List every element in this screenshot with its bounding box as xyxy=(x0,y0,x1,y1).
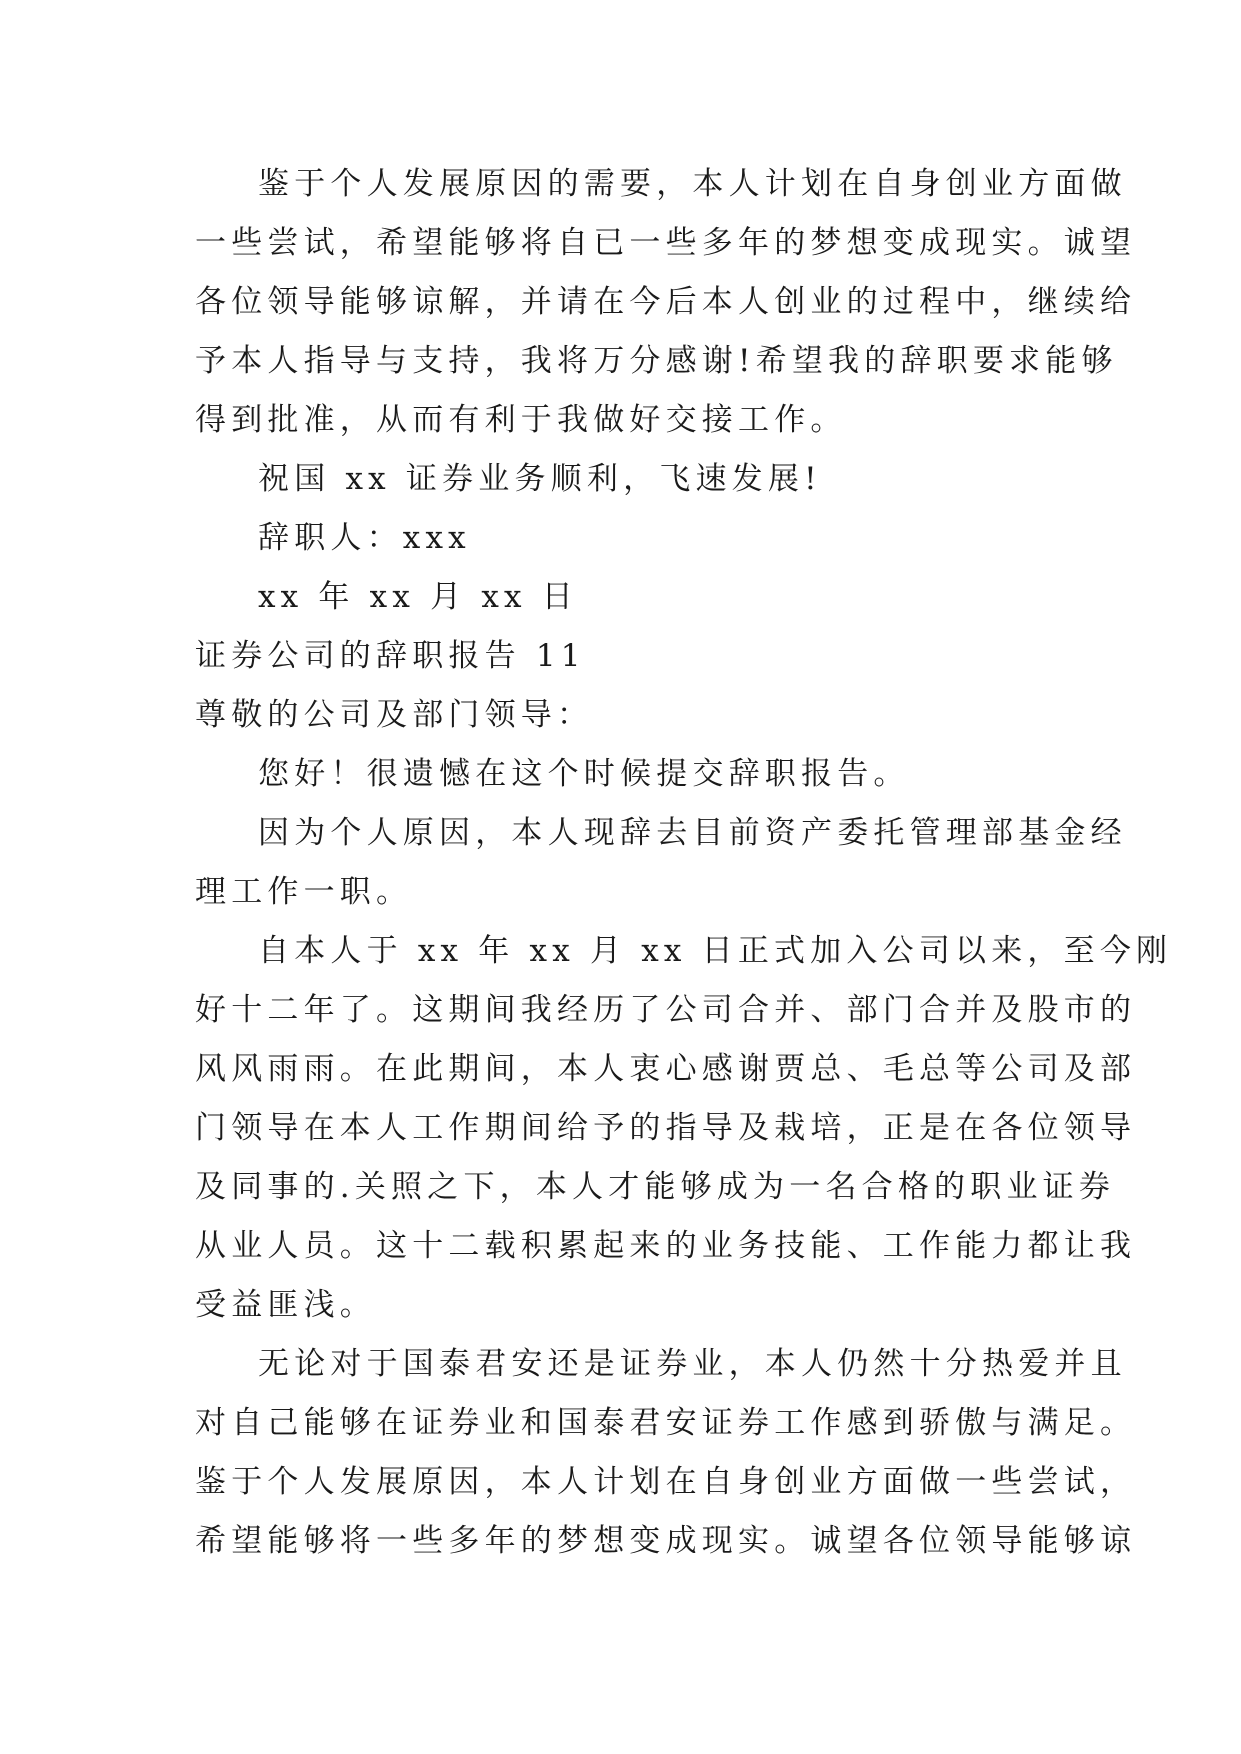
text-line: 希望能够将一些多年的梦想变成现实。诚望各位领导能够谅 xyxy=(195,1523,1137,1559)
text-line: 好十二年了。这期间我经历了公司合并、部门合并及股市的 xyxy=(195,992,1137,1028)
text-line: 理工作一职。 xyxy=(195,874,413,910)
text-line: 鉴于个人发展原因，本人计划在自身创业方面做一些尝试， xyxy=(195,1464,1137,1500)
text-line: 各位领导能够谅解，并请在今后本人创业的过程中，继续给 xyxy=(195,284,1137,320)
text-line: 门领导在本人工作期间给予的指导及栽培，正是在各位领导 xyxy=(195,1110,1137,1146)
text-line: 及同事的.关照之下，本人才能够成为一名合格的职业证券 xyxy=(195,1169,1116,1205)
text-line: 予本人指导与支持，我将万分感谢!希望我的辞职要求能够 xyxy=(195,343,1118,379)
text-line: 风风雨雨。在此期间，本人衷心感谢贾总、毛总等公司及部 xyxy=(195,1051,1137,1087)
text-line: 一些尝试，希望能够将自已一些多年的梦想变成现实。诚望 xyxy=(195,225,1137,261)
text-line: 从业人员。这十二载积累起来的业务技能、工作能力都让我 xyxy=(195,1228,1137,1264)
text-line: 受益匪浅。 xyxy=(195,1287,376,1323)
date-line: xx 年 xx 月 xx 日 xyxy=(258,579,578,615)
section-title: 证券公司的辞职报告 11 xyxy=(195,638,586,674)
text-line: 因为个人原因，本人现辞去目前资产委托管理部基金经 xyxy=(258,815,1127,851)
salutation: 尊敬的公司及部门领导： xyxy=(195,697,594,733)
text-line: 无论对于国泰君安还是证券业，本人仍然十分热爱并且 xyxy=(258,1346,1127,1382)
text-line: 祝国 xx 证券业务顺利，飞速发展! xyxy=(258,461,822,497)
text-line: 自本人于 xx 年 xx 月 xx 日正式加入公司以来，至今刚 xyxy=(258,933,1173,969)
text-line: 得到批准，从而有利于我做好交接工作。 xyxy=(195,402,847,438)
text-line: 您好！很遗憾在这个时候提交辞职报告。 xyxy=(258,756,910,792)
signature-line: 辞职人：xxx xyxy=(258,520,471,556)
text-line: 鉴于个人发展原因的需要，本人计划在自身创业方面做 xyxy=(258,166,1127,202)
text-line: 对自己能够在证券业和国泰君安证券工作感到骄傲与满足。 xyxy=(195,1405,1137,1441)
